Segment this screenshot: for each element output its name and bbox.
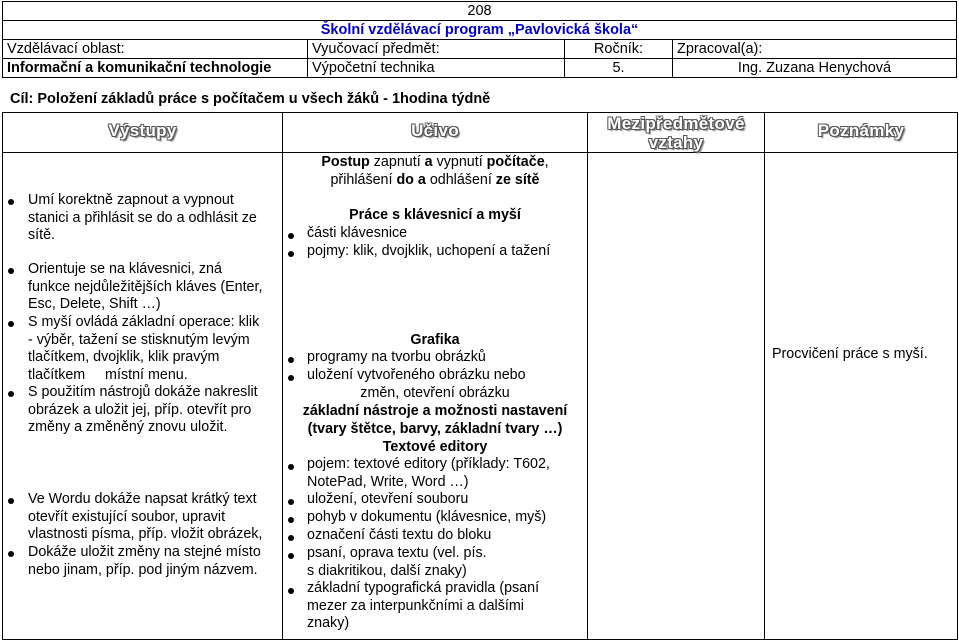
cross-relations-cell: [588, 153, 765, 640]
curriculum-item: pohyb v dokumentu (klávesnice, myš): [307, 509, 547, 525]
lesson-goal: Cíl: Položení základů práce s počítačem u všech žáků - 1hodina týdně: [10, 91, 491, 107]
curriculum-line: mezer za interpunkčními a dalšími: [307, 597, 524, 614]
curriculum-item: [307, 456, 550, 491]
page-number: 208: [3, 2, 957, 21]
graphics-continuation: změn, otevření obrázku: [360, 385, 510, 401]
header-cross-relations: [588, 113, 765, 153]
value-area: Informační a komunikační technologie: [3, 59, 308, 78]
curriculum-item: části klávesnice: [307, 225, 408, 241]
output-item-1: [28, 192, 257, 245]
curriculum-heading: Učivo: [411, 121, 459, 140]
label-area: Vzdělávací oblast:: [3, 40, 308, 59]
bullet-icon: [8, 321, 14, 327]
bullet-icon: [288, 588, 294, 594]
intro-word: zapnutí: [369, 154, 425, 170]
curriculum-item: [307, 580, 539, 633]
output-line: S použitím nástrojů dokáže nakreslit: [28, 384, 258, 400]
output-line: Ve Wordu dokáže napsat krátký text: [28, 491, 257, 507]
curriculum-line: NotePad, Write, Word …): [307, 473, 469, 490]
output-line: S myší ovládá základní operace: klik: [28, 314, 260, 330]
intro-word: Postup: [321, 154, 370, 170]
output-item-3: [28, 314, 259, 384]
curriculum-line: pojem: textové editory (příklady: T602,: [307, 456, 550, 472]
bullet-icon: [8, 391, 14, 397]
bullet-icon: [288, 517, 294, 523]
bullet-icon: [8, 498, 14, 504]
bullet-icon: [288, 464, 294, 470]
output-line: obrázek a uložit jej, příp. otevřít pro: [28, 401, 252, 418]
notes-text: Procvičení práce s myší.: [772, 346, 928, 362]
intro-word: vypnutí: [432, 154, 487, 170]
curriculum-line: základní typografická pravidla (psaní: [307, 580, 540, 596]
curriculum-cell: [283, 153, 588, 640]
label-subject: Vyučovací předmět:: [308, 40, 565, 59]
header-table: [2, 1, 957, 78]
bullet-icon: [288, 251, 294, 257]
value-grade: 5.: [565, 59, 673, 78]
notes-heading: Poznámky: [817, 121, 905, 140]
output-line: - výběr, tažení se stisknutým levým: [28, 331, 250, 348]
curriculum-line: znaky): [307, 615, 350, 632]
curriculum-item: programy na tvorbu obrázků: [307, 349, 486, 365]
output-line: funkce nejdůležitějších kláves (Enter,: [28, 278, 263, 295]
curriculum-intro-line1: [283, 154, 587, 172]
curriculum-item: pojmy: klik, dvojklik, uchopení a tažení: [307, 243, 551, 259]
output-item-4: [28, 384, 258, 437]
label-author: Zpracoval(a):: [673, 40, 957, 59]
graphics-tools-line2: (tvary štětce, barvy, základní tvary …): [307, 421, 563, 437]
output-line: sítě.: [28, 227, 56, 244]
header-outputs: [3, 113, 283, 153]
curriculum-table: [2, 112, 958, 640]
output-item-5: [28, 491, 262, 544]
outputs-cell: [3, 153, 283, 640]
cross-relations-heading-line1: Mezipředmětové: [607, 114, 745, 133]
output-item-2: [28, 261, 262, 314]
bullet-icon: [288, 535, 294, 541]
intro-word: odhlášení: [425, 172, 496, 188]
school-program-title: Školní vzdělávací program „Pavlovická škola“: [3, 21, 957, 40]
output-line: otevřít existující soubor, upravit: [28, 508, 226, 525]
curriculum-item: uložení vytvořeného obrázku nebo: [307, 367, 526, 383]
header-curriculum: [283, 113, 588, 153]
output-line: nebo jinam, příp. pod jiným názvem.: [28, 561, 258, 578]
label-grade: Ročník:: [565, 40, 673, 59]
curriculum-line: psaní, oprava textu (vel. pís.: [307, 545, 487, 561]
graphics-heading: Grafika: [410, 332, 460, 348]
cross-relations-heading-line2: vztahy: [648, 133, 704, 152]
bullet-icon: [288, 553, 294, 559]
intro-word: do a: [396, 172, 426, 188]
output-line: tlačítkem místní menu.: [28, 366, 188, 383]
bullet-icon: [288, 499, 294, 505]
value-subject: Výpočetní technika: [308, 59, 565, 78]
text-editors-heading: Textové editory: [382, 439, 488, 455]
value-author: Ing. Zuzana Henychová: [673, 59, 957, 78]
output-line: Umí korektně zapnout a vypnout: [28, 192, 234, 208]
intro-word: přihlášení: [330, 172, 397, 188]
outputs-heading: Výstupy: [108, 121, 177, 140]
notes-cell: [765, 153, 958, 640]
output-line: Esc, Delete, Shift …): [28, 296, 161, 313]
curriculum-item: [307, 545, 487, 580]
output-item-6: [28, 544, 261, 579]
curriculum-item: uložení, otevření souboru: [307, 491, 469, 507]
curriculum-item: označení části textu do bloku: [307, 527, 492, 543]
output-line: změny a změněný znovu uložit.: [28, 419, 228, 436]
bullet-icon: [8, 268, 14, 274]
output-line: stanici a přihlásit se do a odhlásit ze: [28, 209, 257, 226]
graphics-tools-line1: základní nástroje a možnosti nastavení: [302, 403, 568, 419]
bullet-icon: [288, 233, 294, 239]
bullet-icon: [288, 375, 294, 381]
bullet-icon: [8, 199, 14, 205]
intro-word: počítače: [486, 154, 545, 170]
output-line: vlastnosti písma, příp. vložit obrázek,: [28, 526, 263, 543]
curriculum-line: s diakritikou, další znaky): [307, 562, 467, 579]
output-line: tlačítkem, dvojklik, klik pravým: [28, 349, 220, 366]
curriculum-intro-line2: [283, 172, 587, 190]
output-line: Dokáže uložit změny na stejné místo: [28, 544, 261, 560]
intro-word: ,: [544, 154, 549, 170]
bullet-icon: [288, 357, 294, 363]
header-notes: [765, 113, 958, 153]
intro-word: ze sítě: [495, 172, 540, 188]
output-line: Orientuje se na klávesnici, zná: [28, 261, 222, 277]
bullet-icon: [8, 551, 14, 557]
intro-word: a: [424, 154, 433, 170]
keyboard-mouse-heading: Práce s klávesnicí a myší: [349, 207, 521, 223]
